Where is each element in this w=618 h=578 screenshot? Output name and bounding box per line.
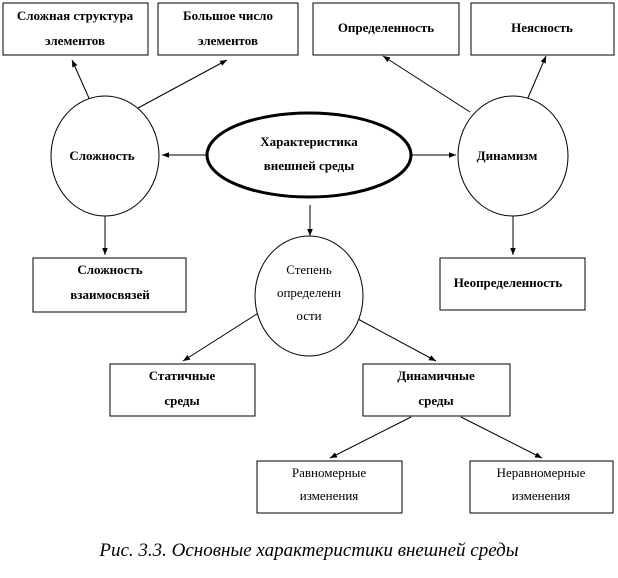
box-unclarity <box>471 3 614 55</box>
box-many-elements-line2: элементов <box>198 33 258 48</box>
node-complexity-label: Сложность <box>69 148 135 163</box>
figure-caption: Рис. 3.3. Основные характеристики внешней среды <box>99 540 519 561</box>
node-degree-line2: определенн <box>276 285 342 300</box>
node-dynamism-label: Динамизм <box>476 148 538 163</box>
box-many-elements <box>158 3 298 55</box>
box-nonuniform-changes <box>470 461 613 513</box>
box-dynamic-line1: Динамичные <box>397 368 475 383</box>
box-uniform-line2: изменения <box>299 488 359 503</box>
box-complex-structure-line2: элементов <box>45 33 105 48</box>
box-unclarity-label: Неясность <box>511 20 573 35</box>
box-uncertainty-label: Неопределенность <box>453 275 563 290</box>
box-static-line1: Статичные <box>148 368 216 383</box>
arrow-degree-to-static <box>183 312 260 361</box>
box-static-line2: среды <box>164 393 200 408</box>
box-uncertainty <box>440 258 585 310</box>
node-uncertainty-degree <box>255 236 363 356</box>
box-dynamic-env <box>363 364 510 416</box>
box-certainty-label: Определенность <box>337 20 435 35</box>
box-complex-structure-line1: Сложная структура <box>16 8 134 23</box>
arrow-dynamic-to-uniform <box>330 417 411 458</box>
box-complex-structure <box>3 3 148 55</box>
node-dynamism <box>458 96 568 216</box>
arrow-dynamic-to-nonuniform <box>461 417 542 458</box>
box-interrelation-line2: взаимосвязей <box>70 287 150 302</box>
node-center <box>207 113 411 197</box>
box-interrelation-complexity <box>33 258 186 312</box>
box-uniform-changes <box>257 461 402 513</box>
node-degree-line3: ости <box>296 308 322 323</box>
box-certainty <box>313 3 459 55</box>
box-dynamic-line2: среды <box>418 393 454 408</box>
node-degree-line1: Степень <box>286 262 332 277</box>
arrow-dynamism-to-unclarity <box>527 56 546 100</box>
box-nonuniform-line2: изменения <box>511 488 571 503</box>
box-uniform-line1: Равномерные <box>291 465 367 480</box>
box-interrelation-line1: Сложность <box>77 262 143 277</box>
box-many-elements-line1: Большое число <box>183 8 273 23</box>
node-center-line2: внешней среды <box>263 158 355 173</box>
box-static-env <box>110 364 255 416</box>
arrow-dynamism-to-certainty <box>383 56 470 112</box>
node-complexity <box>51 96 159 216</box>
node-center-line1: Характеристика <box>260 134 358 149</box>
arrow-complexity-to-many <box>138 60 227 108</box>
box-nonuniform-line1: Неравномерные <box>496 465 586 480</box>
arrow-degree-to-dynamic <box>356 318 436 361</box>
